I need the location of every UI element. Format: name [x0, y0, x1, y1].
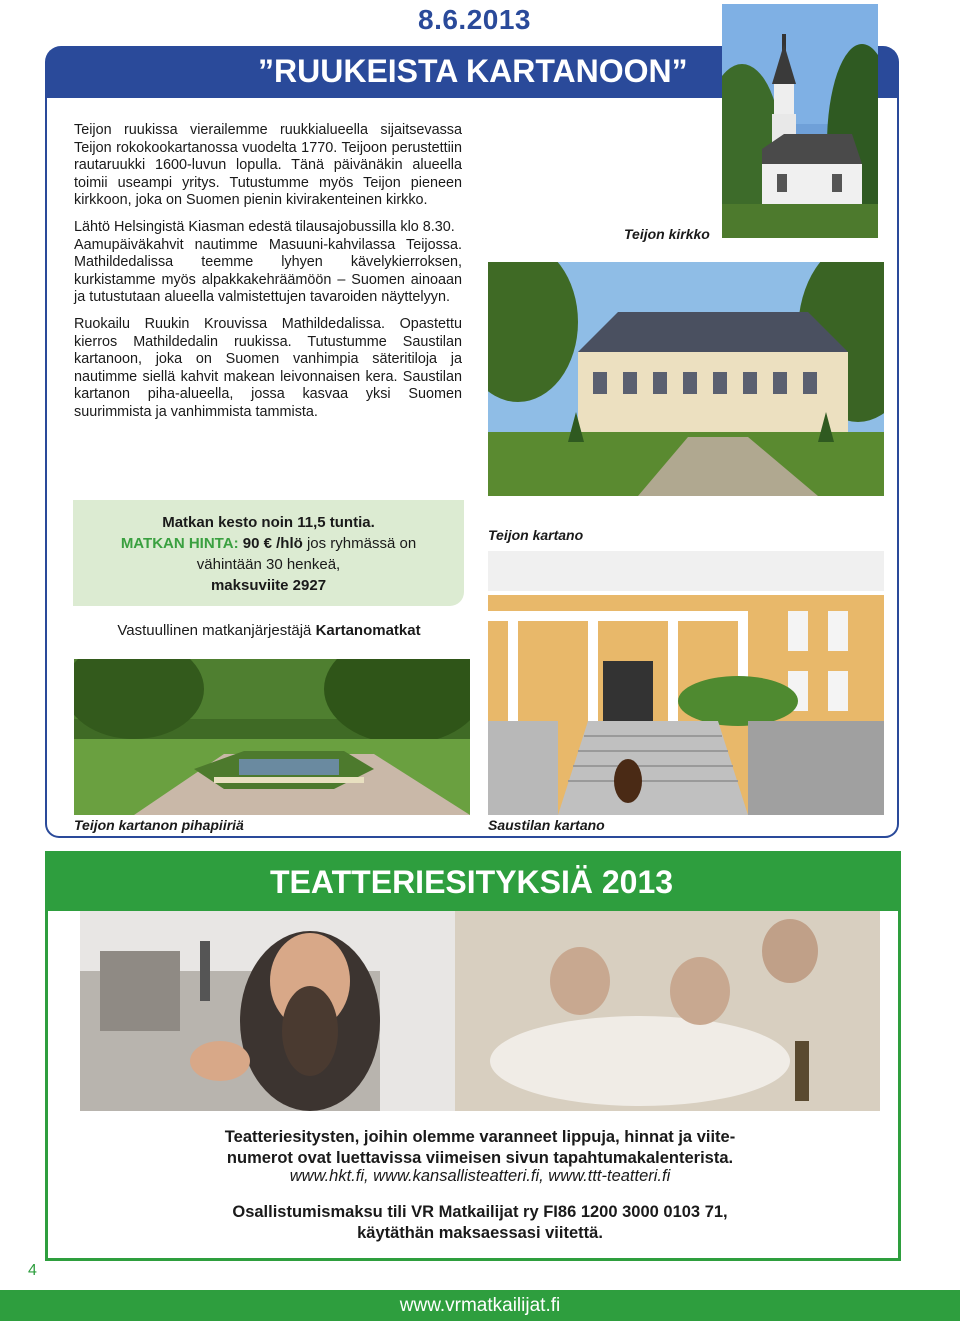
price-line — [73, 533, 464, 554]
price-label: MATKAN HINTA: — [120, 535, 239, 552]
payment-line-1: Osallistumismaksu tili VR Matkailijat ry FI86 1200 3000 0103 71, — [232, 1203, 728, 1221]
intro-paragraph-4: Ruokailu Ruukin Krouvissa Mathildedalissa. Opastettu kierros Mathildedalin ruukissa. Tutustumme Saustilan kartanoon, joka on Suomen vanhimpia säteritiloja ja nautimme siellä kahvit makean leivonnaisen kera. Saustilan kartanon piha-alueella, jossa kasvaa yksi Suomen suurimmista ja vanhimmista tammista. — [74, 315, 462, 420]
article-title: ”RUUKEISTA KARTANOON” — [258, 53, 688, 89]
payment-info — [190, 1202, 770, 1244]
payment-reference: maksuviite 2927 — [210, 577, 327, 594]
organizer-prefix: Vastuullinen matkanjärjestäjä — [117, 622, 316, 639]
intro-paragraph-3: Aamupäiväkahvit nautimme Masuuni-kahvilassa Teijossa. Mathildedalissa teemme lyhyen kävelykierroksen, kurkistamme myös alpakkakehräämöön – Suomen ainoaan ja tutustutaan alueella valmistettujen tavaroiden näyttelyyn. — [74, 236, 462, 306]
issue-date: 8.6.2013 — [418, 4, 531, 35]
saustila-caption: Saustilan kartano — [488, 817, 605, 833]
price-amount: 90 € /hlö — [242, 535, 303, 552]
price-condition: jos ryhmässä on — [302, 535, 417, 552]
theatre-banner: TEATTERIESITYKSIÄ 2013 — [45, 851, 901, 911]
page-number: 4 — [28, 1262, 37, 1279]
intro-text — [74, 122, 462, 422]
trip-duration: Matkan kesto noin 11,5 tuntia. — [162, 514, 375, 531]
garden-photo — [74, 659, 470, 815]
price-condition-2: vähintään 30 henkeä, — [196, 556, 341, 573]
garden-caption: Teijon kartanon pihapiiriä — [74, 817, 244, 833]
theatre-sites: www.hkt.fi, www.kansallisteatteri.fi, www.ttt-teatteri.fi — [289, 1167, 671, 1185]
footer-url[interactable]: www.vrmatkailijat.fi — [399, 1295, 561, 1316]
theatre-photo — [80, 911, 880, 1111]
church-caption: Teijon kirkko — [624, 226, 710, 242]
teijo-manor-photo — [488, 262, 884, 496]
payment-line-2: käytäthän maksaessasi viitettä. — [357, 1224, 603, 1242]
theatre-info — [190, 1127, 770, 1169]
saustila-photo — [488, 551, 884, 815]
organizer-line — [74, 622, 464, 639]
theatre-info-line-2: numerot ovat luettavissa viimeisen sivun tapahtumakalenterista. — [226, 1149, 734, 1167]
manor-caption: Teijon kartano — [488, 527, 584, 543]
organizer-name: Kartanomatkat — [315, 622, 421, 639]
intro-paragraph-2: Lähtö Helsingistä Kiasman edestä tilausajobussilla klo 8.30. — [74, 218, 455, 235]
church-photo — [722, 4, 878, 238]
price-box — [73, 500, 464, 606]
theatre-info-line-1: Teatteriesitysten, joihin olemme varanneet lippuja, hinnat ja viite- — [224, 1128, 736, 1146]
intro-paragraph-1: Teijon ruukissa vierailemme ruukkialueella sijaitsevassa Teijon rokokookartanossa vuodelta 1770. Teijoon perustettiin rautaruukki 1600-luvun lopulla. Tänä päivänäkin alueella toimii useampi yritys. Tutustumme myös Teijon pieneen kirkkoon, joka on Suomen pienin kivirakenteinen kirkko. — [74, 122, 462, 209]
